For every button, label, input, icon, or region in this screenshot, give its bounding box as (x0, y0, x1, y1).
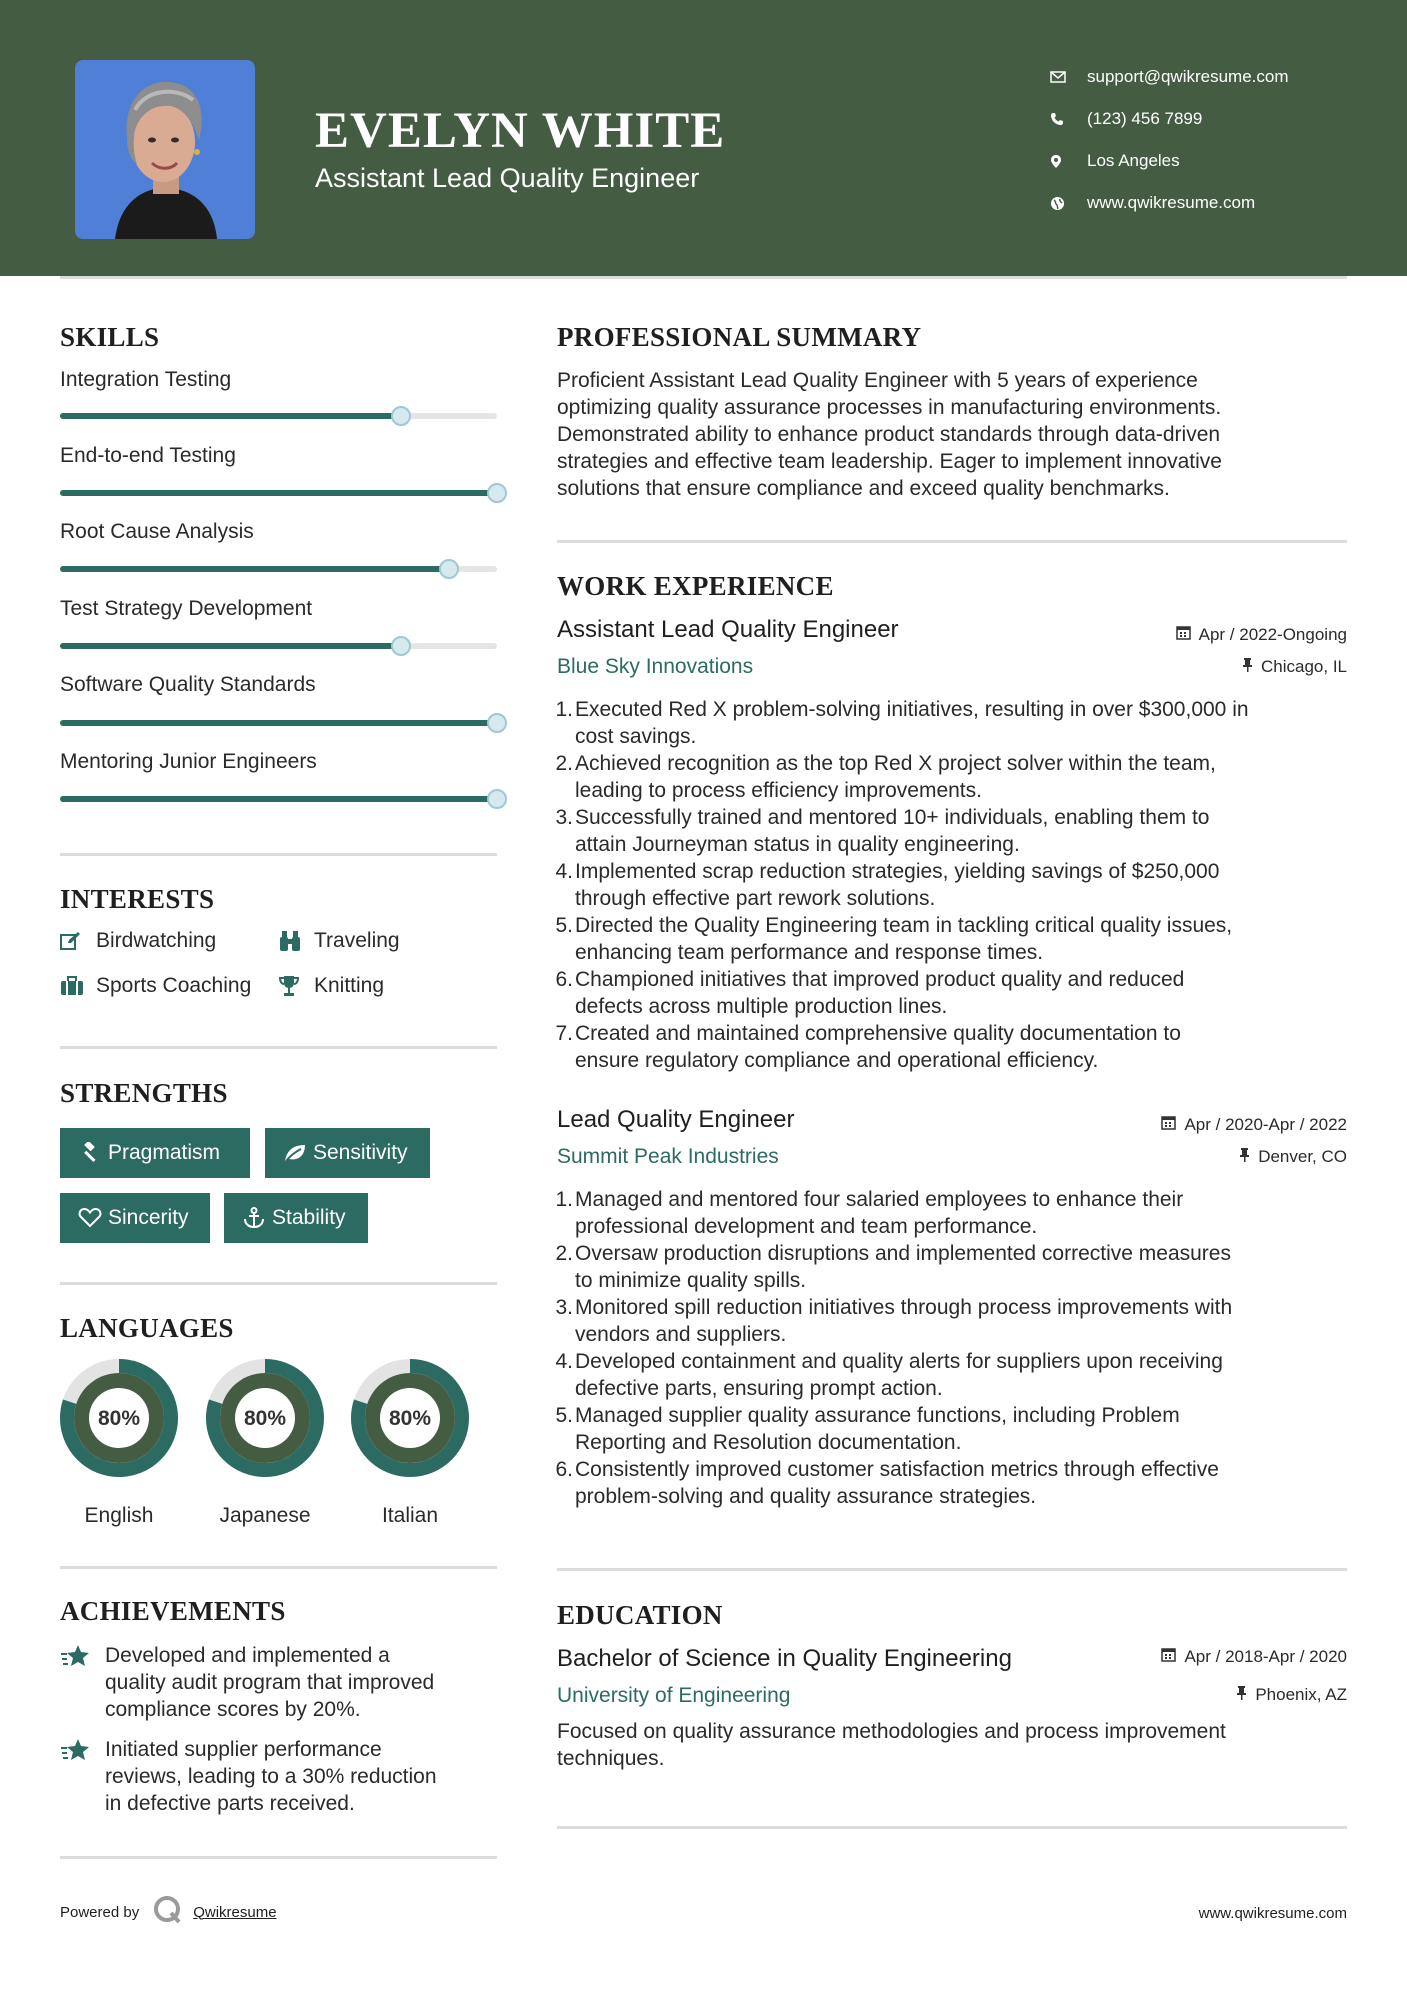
contact-location (1050, 140, 1380, 182)
skill-bar (60, 643, 497, 649)
strength-label: Stability (272, 1206, 346, 1229)
footer-brand-link[interactable]: Qwikresume (193, 1903, 277, 1921)
calendar-icon (1161, 1647, 1176, 1667)
summary-text (557, 367, 1347, 502)
skill-label: End-to-end Testing (60, 444, 236, 467)
interest-item (278, 929, 400, 953)
strengths-heading: STRENGTHS (60, 1078, 228, 1108)
bullet-line: to minimize quality spills. (575, 1269, 807, 1292)
contact-text: www.qwikresume.com (1087, 193, 1256, 212)
skills-heading: SKILLS (60, 322, 160, 352)
experience-heading: WORK EXPERIENCE (557, 571, 834, 601)
skill-label: Mentoring Junior Engineers (60, 750, 317, 773)
skill-bar (60, 566, 497, 572)
section-divider (60, 853, 497, 856)
skill-bar (60, 720, 497, 726)
job-location (1239, 1147, 1347, 1167)
job-bullet (555, 804, 1345, 858)
education-date-text: Apr / 2018-Apr / 2020 (1184, 1647, 1347, 1666)
skill-bar-knob (391, 636, 411, 656)
bullet-line: leading to process efficiency improvements. (575, 779, 982, 802)
interests-heading: INTERESTS (60, 884, 215, 914)
interest-label: Sports Coaching (96, 974, 252, 997)
trophy-icon (278, 975, 314, 997)
footer-powered-by (60, 1895, 277, 1929)
job-bullet (555, 966, 1345, 1020)
education-location-text: Phoenix, AZ (1255, 1685, 1347, 1704)
language-item (350, 1358, 470, 1527)
job-bullet (555, 912, 1345, 966)
job-date-text: Apr / 2020-Apr / 2022 (1184, 1115, 1347, 1134)
language-label: Italian (381, 1504, 439, 1527)
job-location (1242, 657, 1347, 677)
strength-badge (265, 1128, 430, 1178)
qwikresume-logo-icon (153, 1895, 183, 1929)
bullet-number: 3. (555, 1296, 573, 1319)
skill-bar-fill (60, 796, 497, 802)
contact-text: support@qwikresume.com (1087, 67, 1289, 86)
envelope-icon (1050, 71, 1087, 83)
achievement-line: reviews, leading to a 30% reduction (105, 1765, 437, 1788)
skill-bar-fill (60, 566, 449, 572)
section-divider (60, 1046, 497, 1049)
job-company: Blue Sky Innovations (557, 655, 754, 678)
bullet-number: 5. (555, 1404, 573, 1427)
bullet-line: defects across multiple production lines. (575, 995, 948, 1018)
degree-title: Bachelor of Science in Quality Engineering (557, 1645, 1012, 1672)
summary-line: optimizing quality assurance processes in manufacturing environments. (557, 396, 1222, 419)
job-bullet (555, 1294, 1345, 1348)
job-date-text: Apr / 2022-Ongoing (1198, 625, 1347, 644)
summary-heading: PROFESSIONAL SUMMARY (557, 322, 922, 352)
bullet-number: 6. (555, 968, 573, 991)
contact-phone[interactable] (1050, 98, 1380, 140)
job-bullet (555, 1186, 1345, 1240)
profile-photo (75, 60, 255, 239)
language-percent: 80% (388, 1407, 432, 1430)
achievement-line: quality audit program that improved (105, 1671, 435, 1694)
contact-text: (123) 456 7899 (1087, 109, 1203, 128)
candidate-title: Assistant Lead Quality Engineer (315, 163, 700, 193)
job-location-text: Chicago, IL (1261, 657, 1347, 676)
skill-bar-fill (60, 720, 497, 726)
education-date (1161, 1647, 1347, 1667)
leaf-icon (277, 1143, 313, 1163)
footer-url[interactable]: www.qwikresume.com (1198, 1905, 1347, 1922)
bullet-line: cost savings. (575, 725, 697, 748)
skill-bar (60, 796, 497, 802)
bullet-line: Implemented scrap reduction strategies, yielding savings of $250,000 (575, 860, 1220, 883)
job-bullet (555, 1402, 1345, 1456)
language-percent: 80% (97, 1407, 141, 1430)
contact-website[interactable] (1050, 182, 1380, 224)
bullet-line: Consistently improved customer satisfaction metrics through effective (575, 1458, 1219, 1481)
bullet-number: 4. (555, 860, 573, 883)
bullet-number: 3. (555, 806, 573, 829)
bullet-line: Developed containment and quality alerts for suppliers upon receiving (575, 1350, 1223, 1373)
bullet-line: ensure regulatory compliance and operational efficiency. (575, 1049, 1099, 1072)
language-item (205, 1358, 325, 1527)
candidate-name: EVELYN WHITE (315, 103, 726, 159)
job-bullets (555, 696, 1345, 1074)
globe-icon (1050, 196, 1087, 211)
bullet-line: enhancing team performance and response times. (575, 941, 1044, 964)
education-location (1236, 1685, 1347, 1705)
bullet-number: 1. (555, 698, 573, 721)
bullet-line: Reporting and Resolution documentation. (575, 1431, 962, 1454)
languages-heading: LANGUAGES (60, 1313, 234, 1343)
skill-bar (60, 490, 497, 496)
binoculars-icon (278, 930, 314, 952)
edit-icon (60, 931, 96, 951)
section-divider (60, 1282, 497, 1285)
job-company: Summit Peak Industries (557, 1145, 779, 1168)
skill-bar-fill (60, 490, 497, 496)
pushpin-icon (1239, 1147, 1250, 1167)
bullet-line: defective parts, ensuring prompt action. (575, 1377, 943, 1400)
language-donut (350, 1358, 470, 1478)
section-divider (557, 1568, 1347, 1571)
summary-line: strategies and effective team leadership. Eager to implement innovative (557, 450, 1222, 473)
interest-label: Knitting (314, 974, 385, 997)
bullet-line: Directed the Quality Engineering team in tackling critical quality issues, (575, 914, 1233, 937)
bullet-number: 7. (555, 1022, 573, 1045)
bullet-line: Monitored spill reduction initiatives through process improvements with (575, 1296, 1233, 1319)
job-date (1176, 625, 1347, 645)
skill-bar-fill (60, 413, 401, 419)
bullet-number: 2. (555, 1242, 573, 1265)
bullet-line: Championed initiatives that improved product quality and reduced (575, 968, 1185, 991)
job-bullet (555, 858, 1345, 912)
summary-line: Proficient Assistant Lead Quality Engineer with 5 years of experience (557, 369, 1198, 392)
strength-label: Sincerity (108, 1206, 189, 1229)
achievement-item (60, 1736, 500, 1817)
star-award-icon (60, 1642, 105, 1723)
language-donut (205, 1358, 325, 1478)
bullet-number: 2. (555, 752, 573, 775)
contact-list (1050, 56, 1380, 224)
job-bullet (555, 1240, 1345, 1294)
education-line: techniques. (557, 1747, 665, 1770)
bullet-line: Oversaw production disruptions and implemented corrective measures (575, 1242, 1231, 1265)
job-bullet (555, 1456, 1345, 1510)
bullet-line: Successfully trained and mentored 10+ individuals, enabling them to (575, 806, 1210, 829)
job-bullet (555, 750, 1345, 804)
skill-label: Root Cause Analysis (60, 520, 254, 543)
summary-line: Demonstrated ability to enhance product standards through data-driven (557, 423, 1221, 446)
powered-by-text: Powered by (60, 1903, 140, 1921)
education-description (557, 1718, 1347, 1772)
skill-bar-knob (487, 483, 507, 503)
calendar-icon (1161, 1115, 1176, 1135)
bullet-number: 5. (555, 914, 573, 937)
bullet-line: Created and maintained comprehensive quality documentation to (575, 1022, 1181, 1045)
achievement-item (60, 1642, 500, 1723)
job-title: Lead Quality Engineer (557, 1106, 795, 1133)
section-divider (60, 1856, 497, 1859)
bullet-line: problem-solving and quality assurance strategies. (575, 1485, 1037, 1508)
strength-badge (60, 1193, 210, 1243)
interest-item (278, 974, 384, 998)
achievement-line: in defective parts received. (105, 1792, 355, 1815)
bullet-line: Executed Red X problem-solving initiatives, resulting in over $300,000 in (575, 698, 1249, 721)
skill-label: Software Quality Standards (60, 673, 316, 696)
job-bullet (555, 1348, 1345, 1402)
strength-badge (60, 1128, 250, 1178)
achievement-line: compliance scores by 20%. (105, 1698, 361, 1721)
school-name: University of Engineering (557, 1684, 791, 1707)
summary-line: solutions that ensure compliance and exceed quality benchmarks. (557, 477, 1170, 500)
job-bullets (555, 1186, 1345, 1510)
skill-bar-knob (391, 406, 411, 426)
briefcase-icon (60, 976, 96, 996)
skill-bar-knob (439, 559, 459, 579)
job-date (1161, 1115, 1347, 1135)
section-divider (557, 1826, 1347, 1829)
language-label: Japanese (219, 1504, 311, 1527)
job-bullet (555, 1020, 1345, 1074)
pushpin-icon (1242, 657, 1253, 677)
bullet-line: Managed supplier quality assurance functions, including Problem (575, 1404, 1180, 1427)
bullet-line: professional development and team performance. (575, 1215, 1038, 1238)
pushpin-icon (1236, 1685, 1247, 1705)
language-label: English (84, 1504, 154, 1527)
anchor-icon (236, 1207, 272, 1229)
contact-email[interactable] (1050, 56, 1380, 98)
bullet-line: through effective part rework solutions. (575, 887, 936, 910)
language-percent: 80% (243, 1407, 287, 1430)
strength-label: Pragmatism (108, 1141, 221, 1164)
section-divider (557, 540, 1347, 543)
bullet-line: vendors and suppliers. (575, 1323, 787, 1346)
map-pin-icon (1050, 154, 1087, 169)
skill-bar (60, 413, 497, 419)
interest-label: Traveling (314, 929, 400, 952)
strength-badge (224, 1193, 368, 1243)
bullet-line: attain Journeyman status in quality engineering. (575, 833, 1020, 856)
skill-bar-knob (487, 789, 507, 809)
achievement-line: Developed and implemented a (105, 1644, 390, 1667)
bullet-number: 4. (555, 1350, 573, 1373)
bullet-line: Managed and mentored four salaried employees to enhance their (575, 1188, 1184, 1211)
interest-item (60, 929, 216, 953)
calendar-icon (1176, 625, 1191, 645)
phone-icon (1050, 112, 1087, 126)
education-line: Focused on quality assurance methodologies and process improvement (557, 1720, 1226, 1743)
portrait-illustration (75, 60, 255, 239)
bullet-line: Achieved recognition as the top Red X project solver within the team, (575, 752, 1216, 775)
job-bullet (555, 696, 1345, 750)
job-location-text: Denver, CO (1258, 1147, 1347, 1166)
interest-item (60, 974, 251, 998)
section-divider (60, 1566, 497, 1569)
star-award-icon (60, 1736, 105, 1817)
achievements-heading: ACHIEVEMENTS (60, 1596, 286, 1626)
skill-bar-knob (487, 713, 507, 733)
education-heading: EDUCATION (557, 1600, 723, 1630)
job-title: Assistant Lead Quality Engineer (557, 616, 899, 643)
interest-label: Birdwatching (96, 929, 217, 952)
resume-header (0, 0, 1407, 276)
skill-label: Test Strategy Development (60, 597, 313, 620)
bullet-number: 6. (555, 1458, 573, 1481)
bullet-number: 1. (555, 1188, 573, 1211)
header-divider (60, 276, 1347, 279)
language-item (59, 1358, 179, 1527)
gavel-icon (72, 1142, 108, 1164)
heart-icon (72, 1208, 108, 1228)
strength-label: Sensitivity (313, 1141, 408, 1164)
skill-label: Integration Testing (60, 368, 232, 391)
skill-bar-fill (60, 643, 401, 649)
contact-text: Los Angeles (1087, 151, 1180, 170)
achievement-line: Initiated supplier performance (105, 1738, 382, 1761)
language-donut (59, 1358, 179, 1478)
